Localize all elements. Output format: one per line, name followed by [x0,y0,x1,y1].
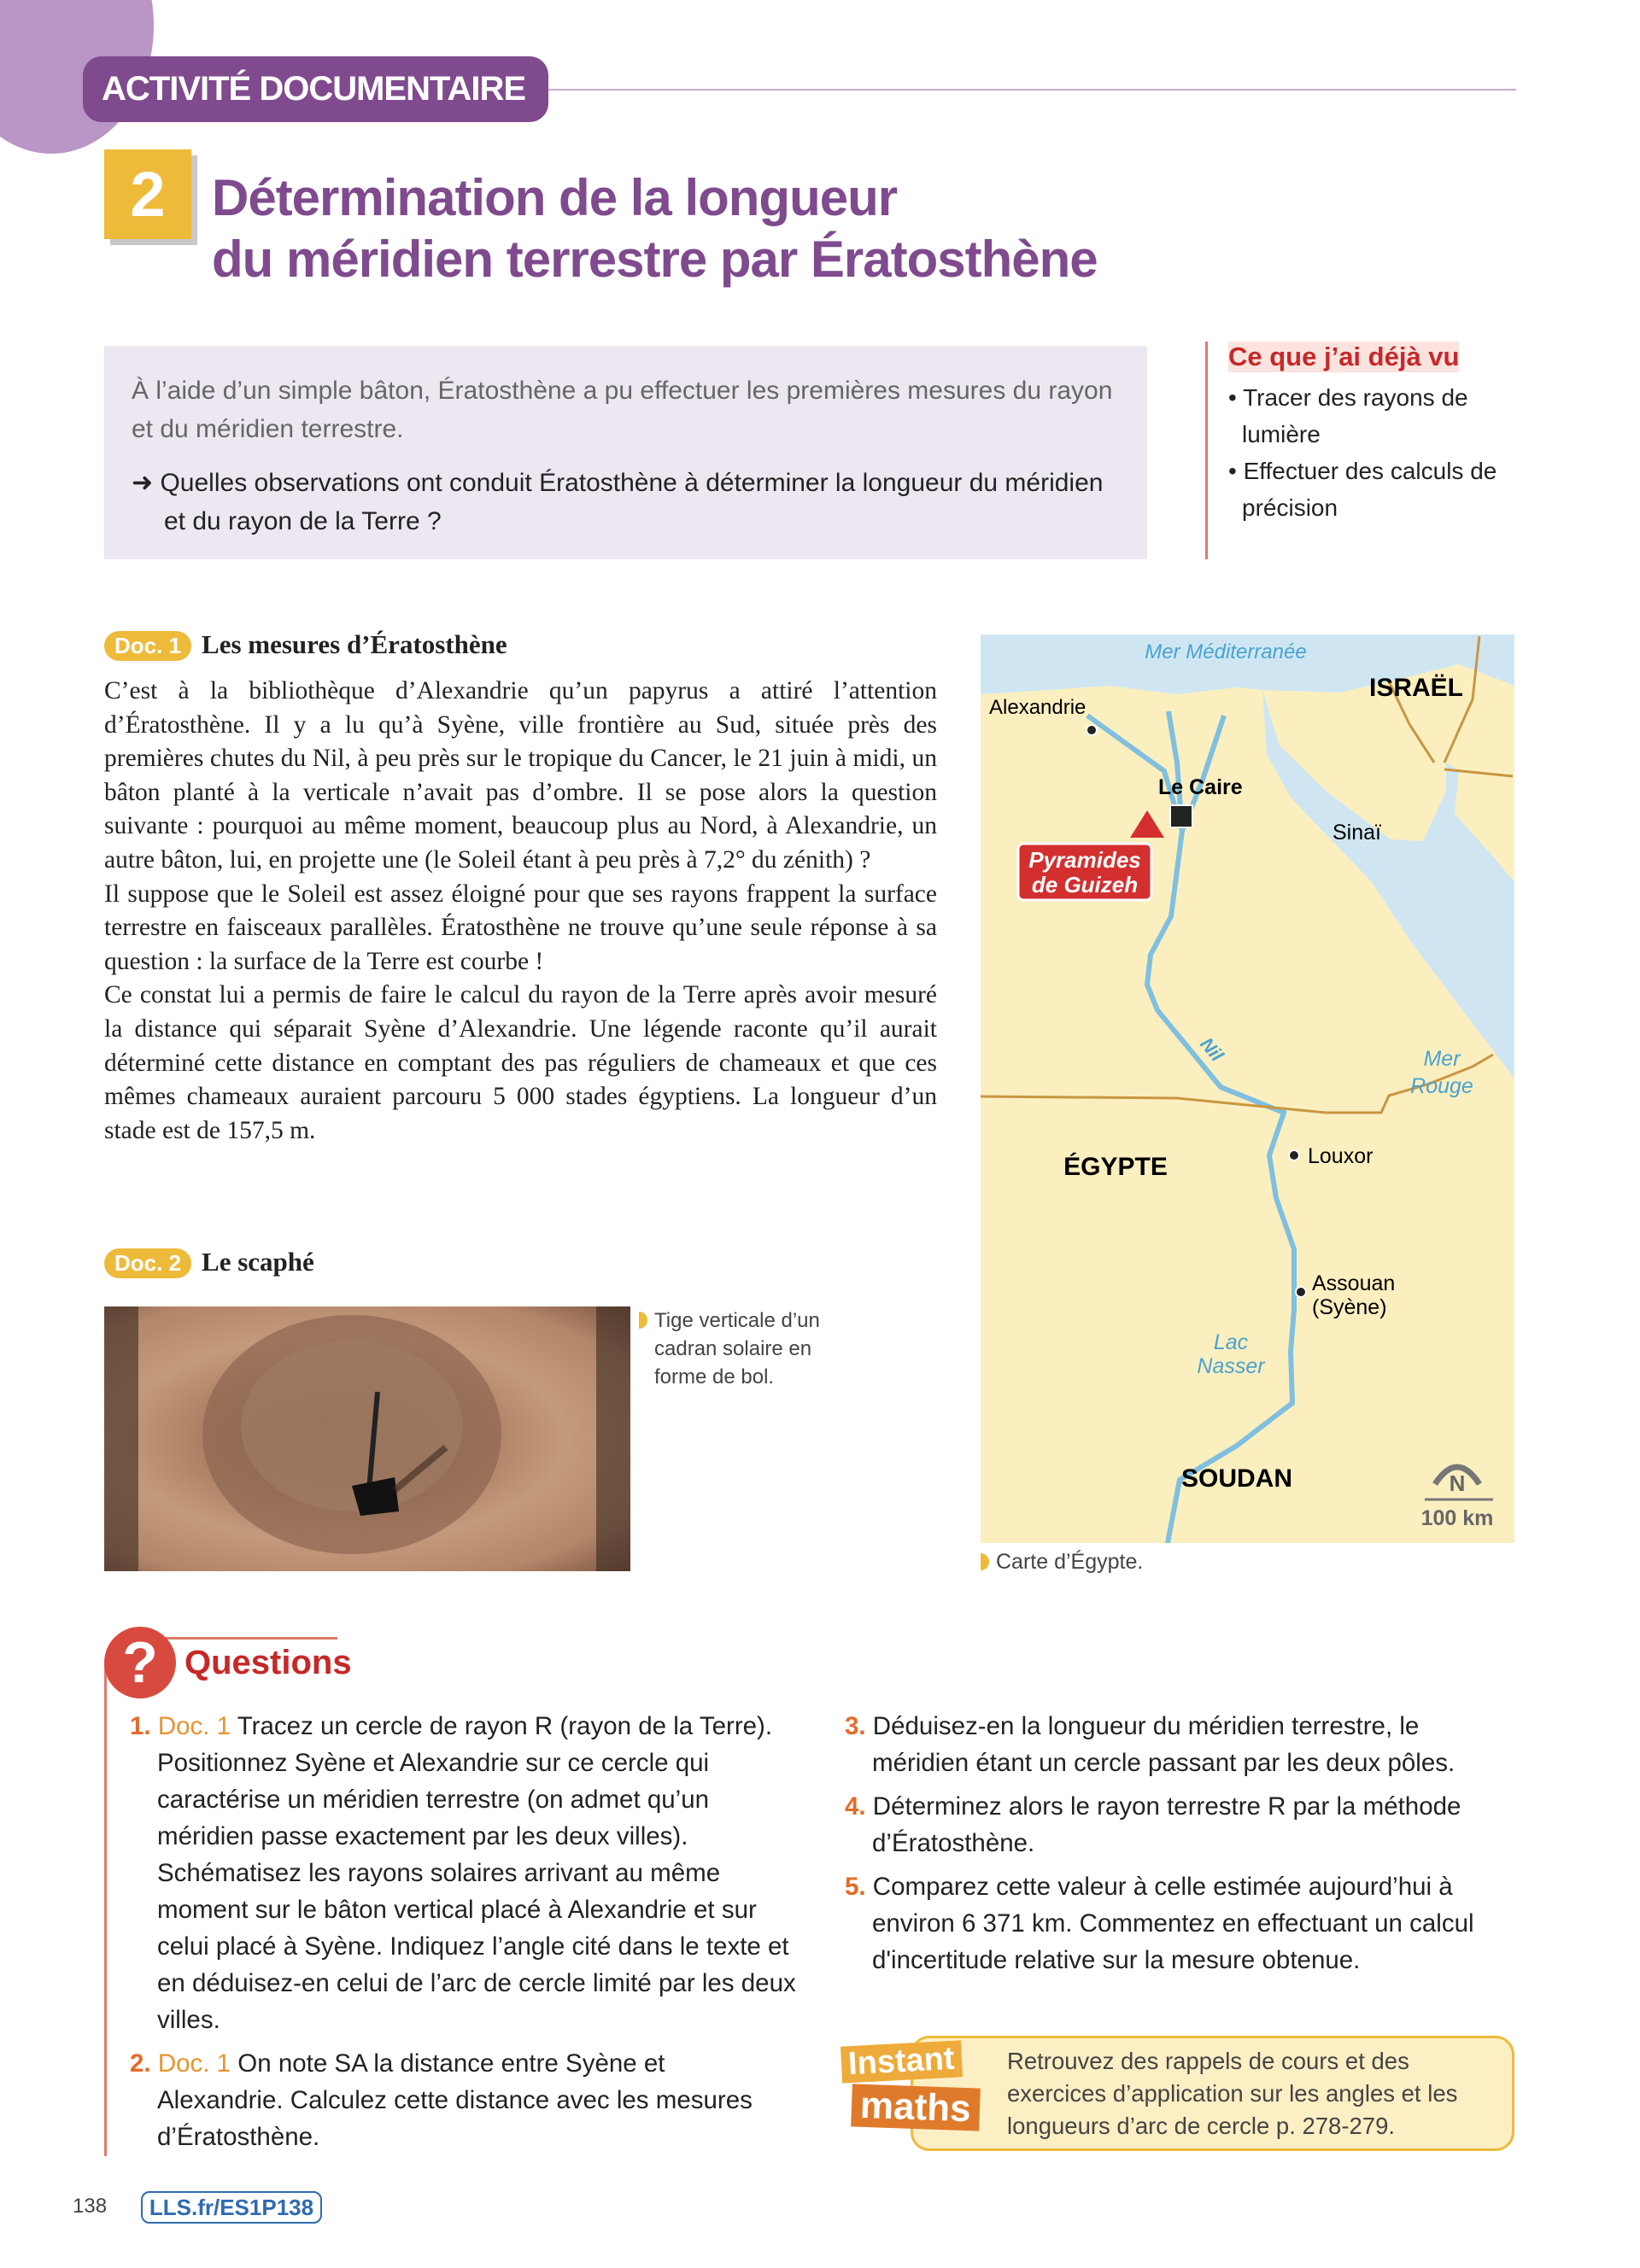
title-line-2: du méridien terrestre par Ératosthène [212,231,1098,288]
question-doc-ref: Doc. 1 [157,1712,231,1740]
doc1-text [104,675,937,1148]
questions-right-column [845,1708,1520,1979]
page-title [212,167,1098,290]
intro-text: À l’aide d’un simple bâton, Ératosthène a pu effectuer les premières mesures du rayon et du méridien terrestre. [132,377,1113,443]
question-number: 3. [845,1712,866,1740]
question-item [845,1868,1520,1979]
map-label-louxor: Louxor [1308,1144,1374,1168]
map-label-north: N [1449,1470,1466,1496]
prior-knowledge-box [1205,342,1513,559]
map-label-soudan: SOUDAN [1180,1464,1293,1493]
scaphe-photo [104,1306,630,1571]
page-number: 138 [73,2195,108,2218]
map-caption-text: Carte d’Égypte. [996,1550,1144,1574]
question-text: Déterminez alors le rayon terrestre R par la méthode d’Ératosthène. [865,1792,1461,1857]
instant-maths-box: Retrouvez des rappels de cours et des exercices d’application sur les angles et les longueurs d’arc de cercle p. 278-279. [911,2036,1514,2151]
doc1-title: Les mesures d’Ératosthène [202,629,507,659]
egypt-map [981,634,1514,1543]
prior-knowledge-item: • Tracer des rayons de lumière [1228,384,1468,447]
instant-maths-logo: Instant [840,2040,963,2083]
map-caption [981,1550,1143,1575]
question-mark-icon: ? [104,1627,176,1698]
intro-box [104,346,1147,559]
cairo-marker [1170,805,1192,827]
question-text: Tracez un cercle de rayon R (rayon de la Terre). Positionnez Syène et Alexandrie sur ce cercle qui caractérise un méridien terrestre (on admet qu’un méridien passe exactement par les deux villes). Schématisez les rayons solaires arrivant au même moment sur le bâton vertical placé à Alexandrie et sur celui placé à Syène. Indiquez l’angle cité dans le texte et en déduisez-en celui de l’arc de cercle limité par les deux villes. [157,1712,796,2034]
question-number: 4. [845,1792,866,1821]
prior-knowledge-item: • Effectuer des calculs de précision [1228,458,1497,521]
questions-top-rule [145,1637,337,1640]
questions-title: Questions [184,1644,352,1681]
question-text: Comparez cette valeur à celle estimée aujourd’hui à environ 6 371 km. Commentez en effectuant un calcul d'incertitude relative sur la mesure obtenue. [865,1873,1474,1974]
pyramid-marker [1130,810,1164,838]
doc2-title: Le scaphé [202,1247,314,1277]
section-label: ACTIVITÉ DOCUMENTAIRE [83,56,548,122]
question-doc-ref: Doc. 1 [157,2049,231,2078]
map-label-assouan2: (Syène) [1312,1295,1387,1319]
nile-river [1087,711,1294,1543]
intro-question: ➜ Quelles observations ont conduit Ératosthène à déterminer la longueur du méridien et du rayon de la Terre ? [132,469,1104,535]
questions-rule [104,1661,107,2156]
question-number: 2. [130,2049,151,2078]
map-label-redsea2: Rouge [1410,1074,1473,1098]
doc1-header [104,629,507,661]
red-sea [1262,690,1514,1078]
question-item [130,2045,796,2155]
map-label-caire: Le Caire [1158,775,1243,799]
map-label-scale: 100 km [1420,1506,1494,1530]
map-label-israel: ISRAËL [1368,674,1464,702]
title-line-1: Détermination de la longueur [212,169,898,226]
doc2-header [104,1247,314,1278]
map-label-redsea1: Mer [1423,1047,1461,1071]
map-label-alexandrie: Alexandrie [989,696,1086,719]
question-number: 5. [845,1873,866,1901]
header-divider [548,89,1516,91]
map-label-pyr2: de Guizeh [1031,872,1139,897]
question-item [845,1788,1520,1862]
question-text: On note SA la distance entre Syène et Alexandrie. Calculez cette distance avec les mesures d’Ératosthène. [157,2049,753,2151]
doc2-caption [639,1306,851,1391]
doc1-paragraph: Ce constat lui a permis de faire le calcul du rayon de la Terre après avoir mesuré la distance qui séparait Syène d’Alexandrie. Une légende raconte qu’il aurait déterminé cette distance en comptant des pas réguliers de chameaux et que ces mêmes chameaux auraient parcouru 5 000 stades égyptiens. La longueur d’un stade est de 157,5 m. [104,981,937,1144]
map-label-egypte: ÉGYPTE [1063,1153,1168,1181]
activity-number: 2 [104,149,191,239]
instant-maths-logo: maths [851,2084,980,2131]
map-label-sea: Mer Méditerranée [1145,640,1307,663]
map-label-sinai: Sinaï [1332,821,1381,845]
doc2-caption-text: Tige verticale d’un cadran solaire en forme de bol. [654,1309,820,1388]
question-item [130,1708,796,2038]
map-label-pyr1: Pyramides [1028,847,1141,873]
question-text: Déduisez-en la longueur du méridien terrestre, le méridien étant un cercle passant par les deux pôles. [865,1712,1456,1777]
questions-left-column [130,1708,796,2155]
doc1-paragraph: Il suppose que le Soleil est assez éloigné pour que ses rayons frappent la surface terrestre en faisceaux parallèles. Ératosthène ne trouve qu’une seule réponse à sa question : la surface de la Terre est courbe ! [104,880,937,975]
doc2-tag: Doc. 2 [104,1248,191,1278]
doc1-paragraph: C’est à la bibliothèque d’Alexandrie qu’un papyrus a attiré l’attention d’Ératosthène. Il y a lu qu’à Syène, ville frontière au Sud, située près des premières chutes du Nil, à peu près sur le tropique du Cancer, le 21 juin à midi, un bâton planté à la verticale n’avait pas d’ombre. Il se pose alors la question suivante : pourquoi au même moment, beaucoup plus au Nord, à Alexandrie, un autre bâton, lui, en projette une (le Soleil étant à peu près à 7,2° du zénith) ? [104,677,937,874]
doc1-tag: Doc. 1 [104,631,191,661]
question-number: 1. [130,1712,151,1740]
question-item [845,1708,1520,1781]
scaphe-image [104,1306,630,1571]
prior-knowledge-title: Ce que j’ai déjà vu [1228,342,1460,371]
map-label-lac1: Lac [1213,1330,1249,1354]
map-label-lac2: Nasser [1197,1354,1265,1378]
alexandrie-dot [1086,725,1097,735]
lls-link[interactable]: LLS.fr/ES1P138 [141,2191,322,2224]
map-label-nil: Nil [1196,1033,1228,1066]
map-label-assouan1: Assouan [1312,1271,1396,1295]
